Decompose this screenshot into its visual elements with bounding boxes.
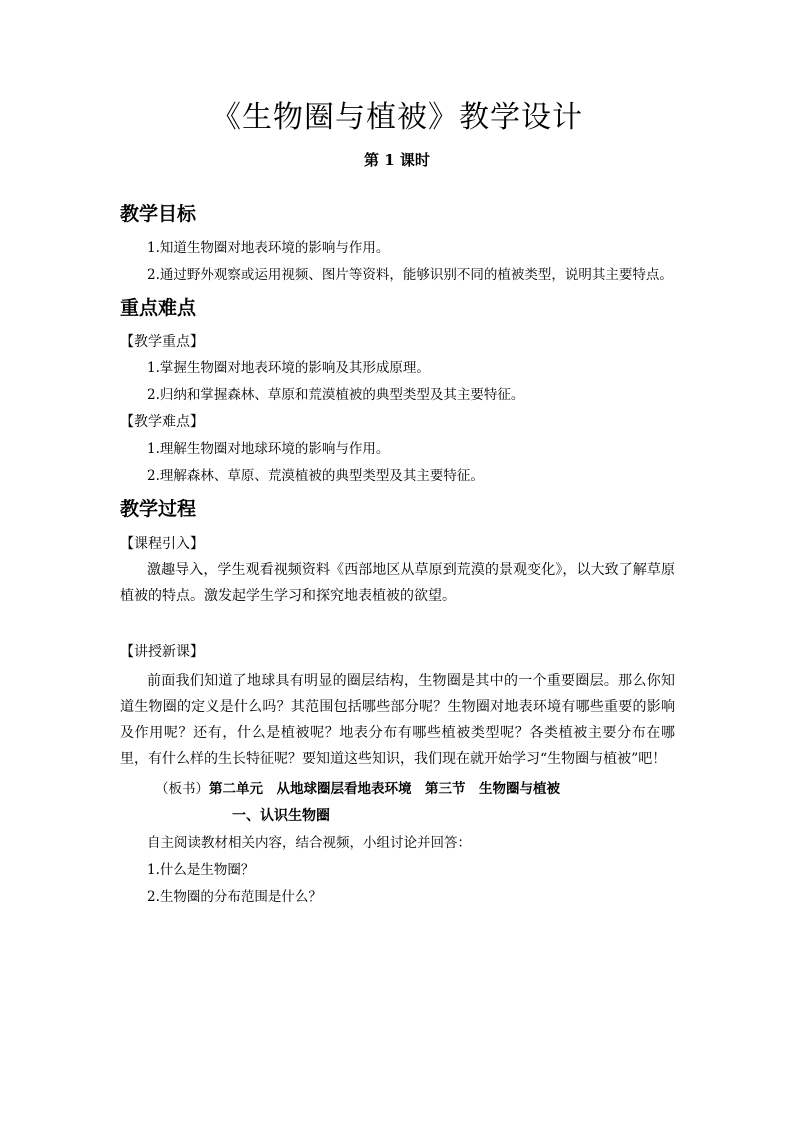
objective-item: 1.知道生物圈对地表环境的影响与作用。	[147, 240, 390, 256]
difficulty-label: 【教学难点】	[120, 414, 204, 430]
task-instruction: 自主阅读教材相关内容，结合视频，小组讨论并回答：	[147, 835, 471, 851]
board-text: 第二单元 从地球圈层看地表环境 第三节 生物圈与植被	[209, 781, 560, 797]
objectives-heading: 教学目标	[120, 203, 197, 225]
intro-paragraph: 激趣导入，学生观看视频资料《西部地区从草原到荒漠的景观变化》，以大致了解草原植被的特点。激发起学生学习和探究地表植被的欲望。	[120, 562, 675, 604]
section-title: 一、认识生物圈	[232, 808, 330, 824]
difficulty-item: 2.理解森林、草原、荒漠植被的典型类型及其主要特征。	[147, 468, 484, 484]
focus-item: 1.掌握生物圈对地表环境的影响及其形成原理。	[147, 360, 430, 376]
new-lesson-label: 【讲授新课】	[120, 644, 204, 660]
question-item: 2.生物圈的分布范围是什么？	[147, 889, 322, 905]
keypoints-heading: 重点难点	[120, 297, 197, 319]
lesson-subtitle: 第 1 课时	[364, 151, 430, 169]
objective-item: 2.通过野外观察或运用视频、图片等资料，能够识别不同的植被类型，说明其主要特点。	[147, 267, 673, 283]
board-note	[155, 779, 560, 799]
document-title: 《生物圈与植被》教学设计	[211, 100, 583, 135]
focus-item: 2.归纳和掌握森林、草原和荒漠植被的典型类型及其主要特征。	[147, 387, 525, 403]
difficulty-item: 1.理解生物圈对地球环境的影响与作用。	[147, 441, 390, 457]
new-lesson-paragraph: 前面我们知道了地球具有明显的圈层结构，生物圈是其中的一个重要圈层。那么你知道生物圈的定义是什么吗？其范围包括哪些部分呢？生物圈对地表环境有哪些重要的影响及作用呢？还有，什么是植被呢？地表分布有哪些植被类型呢？各类植被主要分布在哪里，有什么样的生长特征呢？要知道这些知识，我们现在就开始学习“生物圈与植被”吧！	[120, 673, 675, 767]
board-prefix: （板书）	[155, 781, 209, 797]
intro-label: 【课程引入】	[120, 536, 204, 552]
focus-label: 【教学重点】	[120, 334, 204, 350]
process-heading: 教学过程	[120, 498, 197, 520]
question-item: 1.什么是生物圈？	[147, 862, 255, 878]
